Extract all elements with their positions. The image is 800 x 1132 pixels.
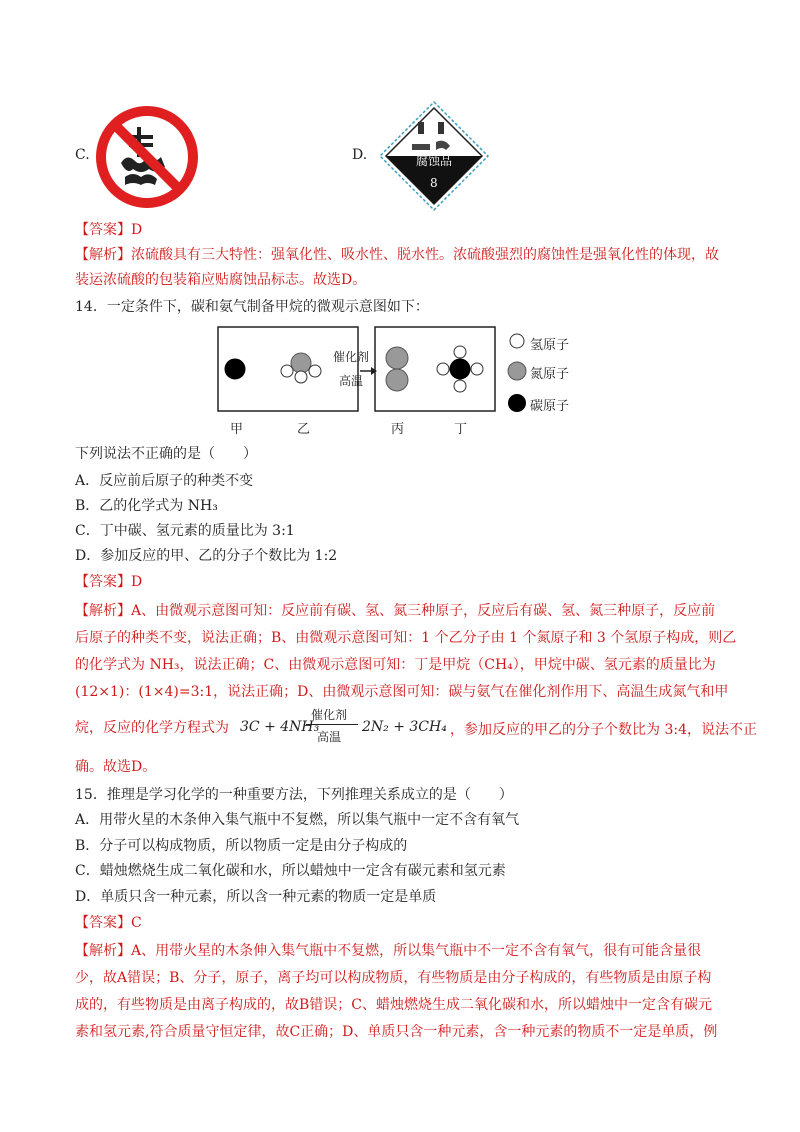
equation-condition-top: 催化剂	[311, 708, 348, 722]
q14-analysis-line: ，参加反应的甲乙的分子个数比为 3:4，说法不正	[450, 722, 757, 738]
q15-option-d: D．单质只含一种元素，所以含一种元素的物质一定是单质	[75, 889, 437, 905]
q14-option-d: D．参加反应的甲、乙的分子个数比为 1:2	[75, 548, 338, 564]
condition-label: 高温	[339, 374, 364, 388]
q13-analysis-line: 【解析】浓硫酸具有三大特性：强氧化性、吸水性、脱水性。浓硫酸强烈的腐蚀性是强氧化性的体现，故	[75, 247, 719, 263]
q14-option-a: A．反应前后原子的种类不变	[75, 473, 254, 489]
sign-d-number: 8	[430, 176, 438, 190]
equation-left: 3C + 4NH₃	[240, 719, 320, 735]
label-jia: 甲	[230, 422, 244, 437]
q15-answer: 【答案】C	[75, 915, 142, 931]
label-yi: 乙	[297, 422, 311, 437]
q14-analysis-line: (12×1)：(1×4)=3:1，说法正确；D、由微观示意图可知：碳与氨气在催化剂作用下、高温生成氮气和甲	[75, 684, 729, 700]
q14-analysis-line: 确。故选D。	[75, 759, 157, 775]
q14-option-b: B．乙的化学式为 NH₃	[75, 498, 218, 514]
q15-analysis-line: 成的，有些物质是由离子构成的，故B错误；C、蜡烛燃烧生成二氧化碳和水，所以蜡烛中一定含有碳元	[75, 997, 712, 1013]
legend-carbon: 碳原子	[530, 399, 570, 414]
q15-option-b: B．分子可以构成物质，所以物质一定是由分子构成的	[75, 838, 408, 854]
sign-d-text: 腐蚀品	[416, 154, 453, 168]
q15-option-c: C．蜡烛燃烧生成二氧化碳和水，所以蜡烛中一定含有碳元素和氢元素	[75, 863, 506, 879]
label-bing: 丙	[391, 422, 405, 437]
q14-analysis-line: 的化学式为 NH₃，说法正确；C、由微观示意图可知：丁是甲烷（CH₄），甲烷中碳、氢元素的质量比为	[75, 657, 716, 673]
q15-analysis-line: 少，故A错误；B、分子，原子，离子均可以构成物质，有些物质是由分子构成的，有些物质是由原子构	[75, 970, 712, 986]
equation-right: 2N₂ + 3CH₄	[362, 719, 447, 735]
catalyst-label: 催化剂	[333, 350, 370, 364]
q14-answer: 【答案】D	[75, 574, 143, 590]
q14-question: 下列说法不正确的是（ ）	[75, 446, 257, 462]
q13-analysis-line: 装运浓硫酸的包装箱应贴腐蚀品标志。故选D。	[75, 272, 367, 288]
legend-nitrogen: 氮原子	[530, 367, 570, 382]
label-ding: 丁	[454, 422, 468, 437]
q14-option-c: C．丁中碳、氢元素的质量比为 3:1	[75, 523, 295, 539]
q15-analysis-line: 【解析】A、用带火星的木条伸入集气瓶中不复燃，所以集气瓶中不一定不含有氧气，很有可能含量很	[75, 943, 702, 959]
option-c-label: C.	[75, 147, 90, 163]
q15-stem: 15．推理是学习化学的一种重要方法，下列推理关系成立的是（ ）	[75, 787, 513, 803]
q13-answer: 【答案】D	[75, 222, 143, 238]
no-stacking-sign-icon	[95, 105, 199, 209]
q15-analysis-line: 素和氢元素,符合质量守恒定律，故C正确；D、单质只含一种元素，含一种元素的物质不一定是单质，例	[75, 1024, 718, 1040]
option-d-label: D.	[352, 147, 368, 163]
q14-analysis-line: 烷，反应的化学方程式为	[75, 720, 229, 736]
equation-condition-bottom: 高温	[317, 730, 342, 744]
q14-stem: 14．一定条件下，碳和氨气制备甲烷的微观示意图如下：	[75, 299, 429, 315]
q15-option-a: A．用带火星的木条伸入集气瓶中不复燃，所以集气瓶中一定不含有氧气	[75, 812, 520, 828]
q14-analysis-line: 【解析】A、由微观示意图可知：反应前有碳、氢、氮三种原子，反应后有碳、氢、氮三种原子，反应前	[75, 603, 716, 619]
q14-analysis-line: 后原子的种类不变，说法正确；B、由微观示意图可知：1 个乙分子由 1 个氮原子和 3 个氢原子构成，则乙	[75, 630, 737, 646]
legend-hydrogen: 氢原子	[530, 338, 570, 353]
equation-bar	[306, 724, 358, 725]
